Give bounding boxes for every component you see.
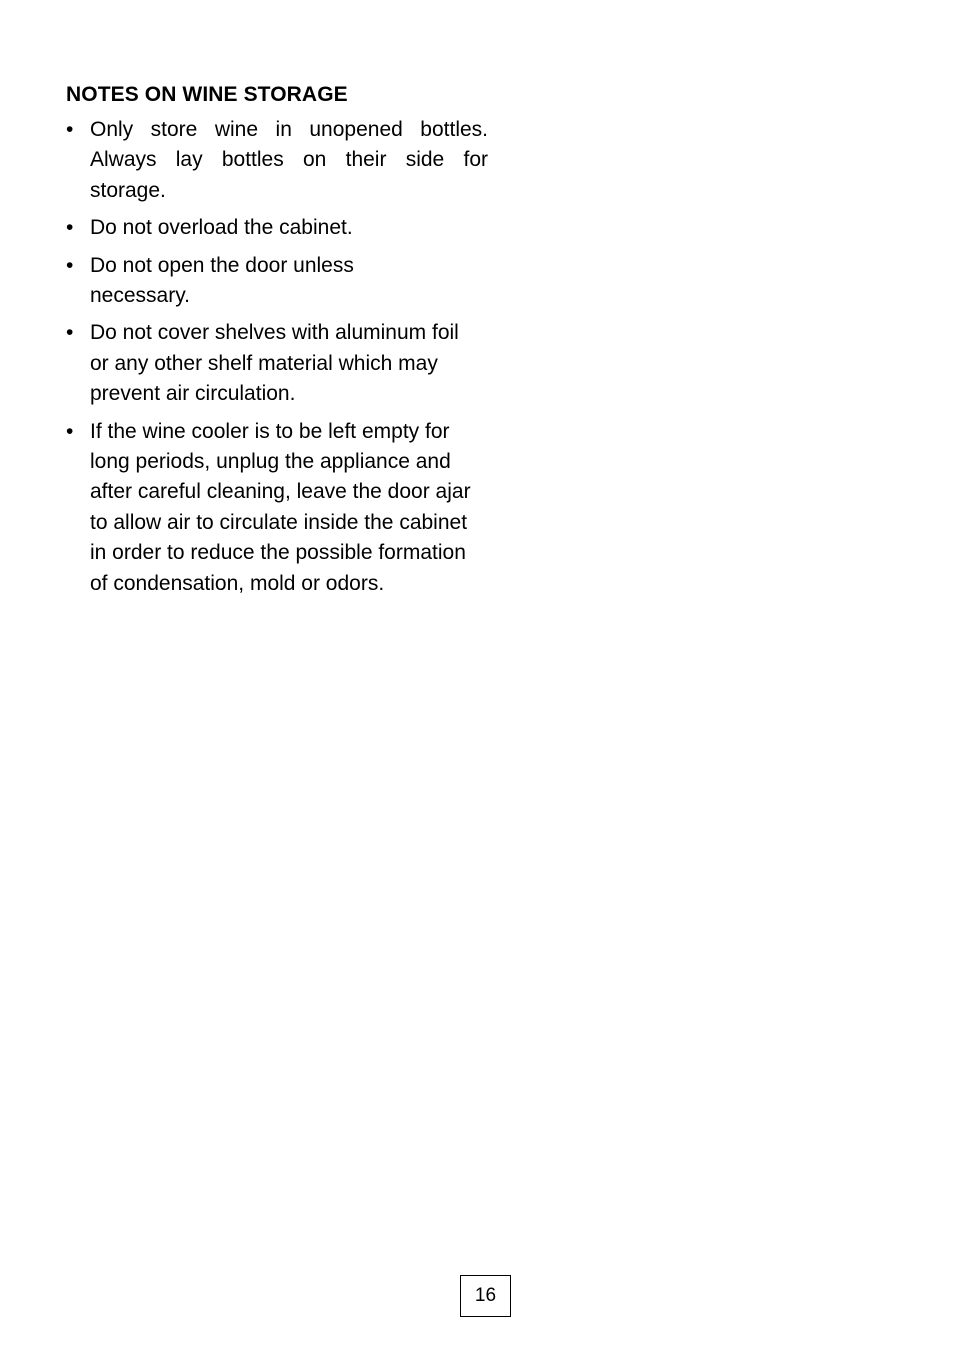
page-number-box: 16: [460, 1275, 511, 1317]
note-text: Do not overload the cabinet.: [90, 216, 353, 240]
list-item: [66, 417, 488, 599]
notes-list: [66, 115, 488, 599]
bullet-icon: •: [66, 216, 74, 240]
list-item: [66, 213, 488, 243]
bullet-icon: •: [66, 419, 74, 443]
wine-storage-notes-section: [66, 80, 488, 606]
list-item: [66, 318, 488, 409]
note-text: If the wine cooler is to be left empty for long periods, unplug the appliance and after careful cleaning, leave the door ajar to allow air to circulate inside the cabinet in order to reduce the possible formation of condensation, mold or odors.: [90, 419, 471, 595]
bullet-icon: •: [66, 118, 74, 141]
list-item: [66, 115, 488, 206]
bullet-icon: •: [66, 321, 74, 345]
list-item: [66, 251, 488, 312]
section-heading: NOTES ON WINE STORAGE: [66, 83, 348, 106]
note-text: Only store wine in unopened bottles. Always lay bottles on their side for storage.: [90, 118, 488, 202]
bullet-icon: •: [66, 253, 74, 277]
note-text: Do not open the door unless necessary.: [90, 253, 354, 308]
note-text: Do not cover shelves with aluminum foil or any other shelf material which may prevent air circulation.: [90, 321, 459, 406]
